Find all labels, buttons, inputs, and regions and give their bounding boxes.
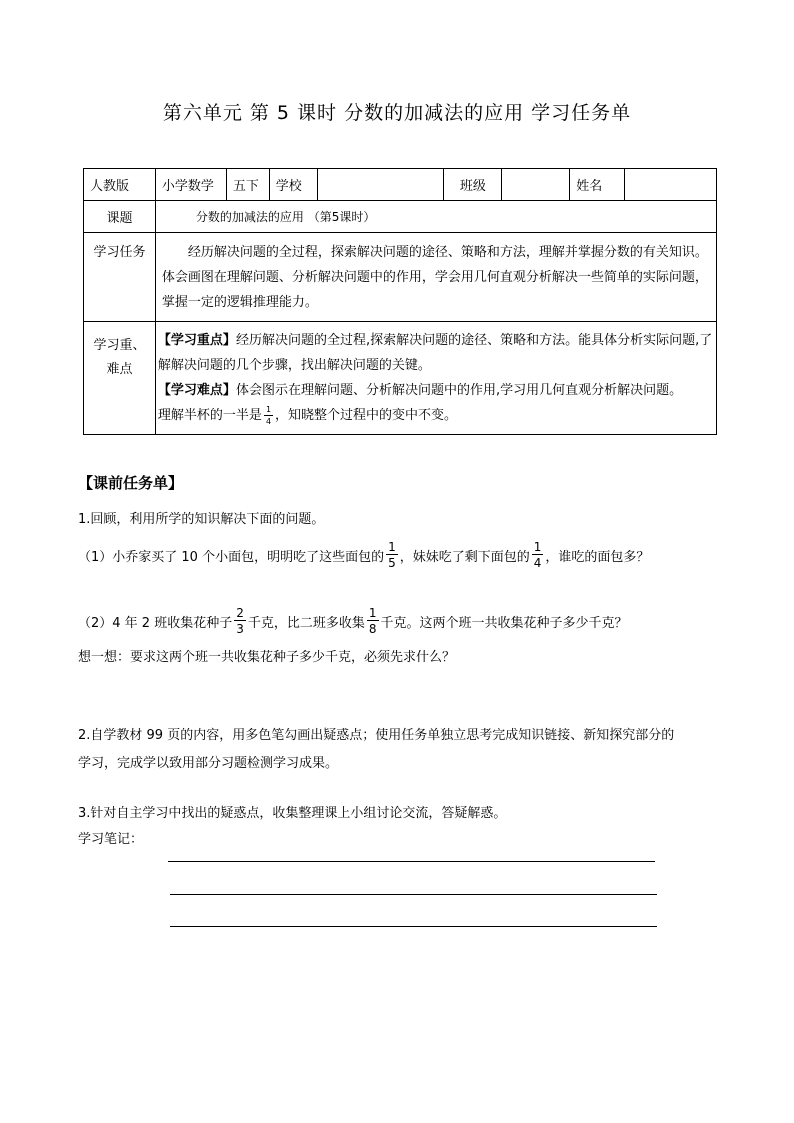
fraction-one-fifth [386,541,398,569]
q1-2-text-b: 千克，比二班多收集 [247,615,365,631]
fraction-denominator: 4 [533,556,542,570]
notes-line-2[interactable] [170,894,657,895]
info-row-header [84,169,717,201]
difficulty-text2-b: ，知晓整个过程中的变中不变。 [275,408,458,423]
fraction-denominator: 3 [236,622,244,636]
fraction-denominator: 8 [368,622,377,636]
task-text: 经历解决问题的全过程，探索解决问题的途径、策略和方法，理解并掌握分数的有关知识。体会画图在理解问题、分析解决问题中的作用，学会用几何直观分析解决一些简单的实际问题，掌握一定的逻辑推理能力。 [155,233,716,322]
fraction-numerator: 1 [368,606,377,620]
q1-1 [78,537,649,573]
key-text [155,322,716,435]
q1-2 [78,603,628,639]
class-label: 班级 [444,169,502,201]
key-label [84,322,156,435]
q1-1-text-a: （1）小乔家买了 10 个小面包，明明吃了这些面包的 [78,549,385,565]
topic-label: 课题 [84,201,156,233]
q2 [78,722,728,778]
difficulty-text2-a: 理解半杯的一半是 [157,408,262,423]
fraction-denominator: 4 [265,416,272,426]
q1-intro: 1.回顾，利用所学的知识解决下面的问题。 [78,512,325,527]
publisher-cell: 人教版 [84,169,156,201]
topic-value: 分数的加减法的应用 （第5课时） [155,201,716,233]
school-field[interactable] [317,169,444,201]
q1-1-text-b: ，妹妹吃了剩下面包的 [399,549,530,565]
key-label-line2: 难点 [106,362,133,377]
school-label: 学校 [269,169,317,201]
fraction-denominator: 5 [388,556,396,570]
difficulty-text: 体会图示在理解问题、分析解决问题中的作用,学习用几何直观分析解决问题。 [235,383,683,398]
q2-line2: 学习，完成学以致用部分习题检测学习成果。 [78,756,339,771]
info-row-key [84,322,717,435]
subject-cell: 小学数学 [155,169,226,201]
fraction-quarter [264,406,273,426]
fraction-one-fourth [532,541,544,569]
difficulty-tag: 【学习难点】 [157,383,236,398]
name-field[interactable] [625,169,717,201]
fraction-numerator: 2 [236,606,244,620]
q3: 3.针对自主学习中找出的疑惑点，收集整理课上小组讨论交流，答疑解惑。 [78,806,507,821]
info-row-task [84,233,717,322]
fraction-one-eighth [367,607,379,635]
notes-line-1[interactable] [168,861,655,862]
fraction-numerator: 1 [265,404,272,414]
fraction-two-thirds [234,607,246,635]
info-table [83,168,717,435]
grade-cell: 五下 [226,169,269,201]
info-row-topic [84,201,717,233]
task-label: 学习任务 [84,233,156,322]
fraction-numerator: 1 [533,540,542,554]
key-label-line1: 学习重、 [93,338,146,353]
fraction-numerator: 1 [388,540,396,554]
section-heading: 【课前任务单】 [78,474,184,492]
notes-label: 学习笔记： [78,832,144,847]
class-field[interactable] [502,169,570,201]
q2-line1: 2.自学教材 99 页的内容，用多色笔勾画出疑惑点；使用任务单独立思考完成知识链接、新知探究部分的 [78,728,675,743]
key-point-text: 经历解决问题的全过程,探索解决问题的途径、策略和方法。能具体分析实际问题,了解解决问题的几个步骤，找出解决问题的关键。 [157,333,713,373]
key-point-tag: 【学习重点】 [157,333,236,348]
name-label: 姓名 [570,169,625,201]
notes-line-3[interactable] [170,926,657,927]
q1-2-text-c: 千克。这两个班一共收集花种子多少千克？ [380,615,628,631]
q1-2-text-a: （2）4 年 2 班收集花种子 [78,615,233,631]
page-title: 第六单元 第 5 课时 分数的加减法的应用 学习任务单 [162,102,632,124]
q1-1-text-c: ，谁吃的面包多？ [545,549,650,565]
think-prompt: 想一想：要求这两个班一共收集花种子多少千克，必须先求什么？ [78,650,456,665]
